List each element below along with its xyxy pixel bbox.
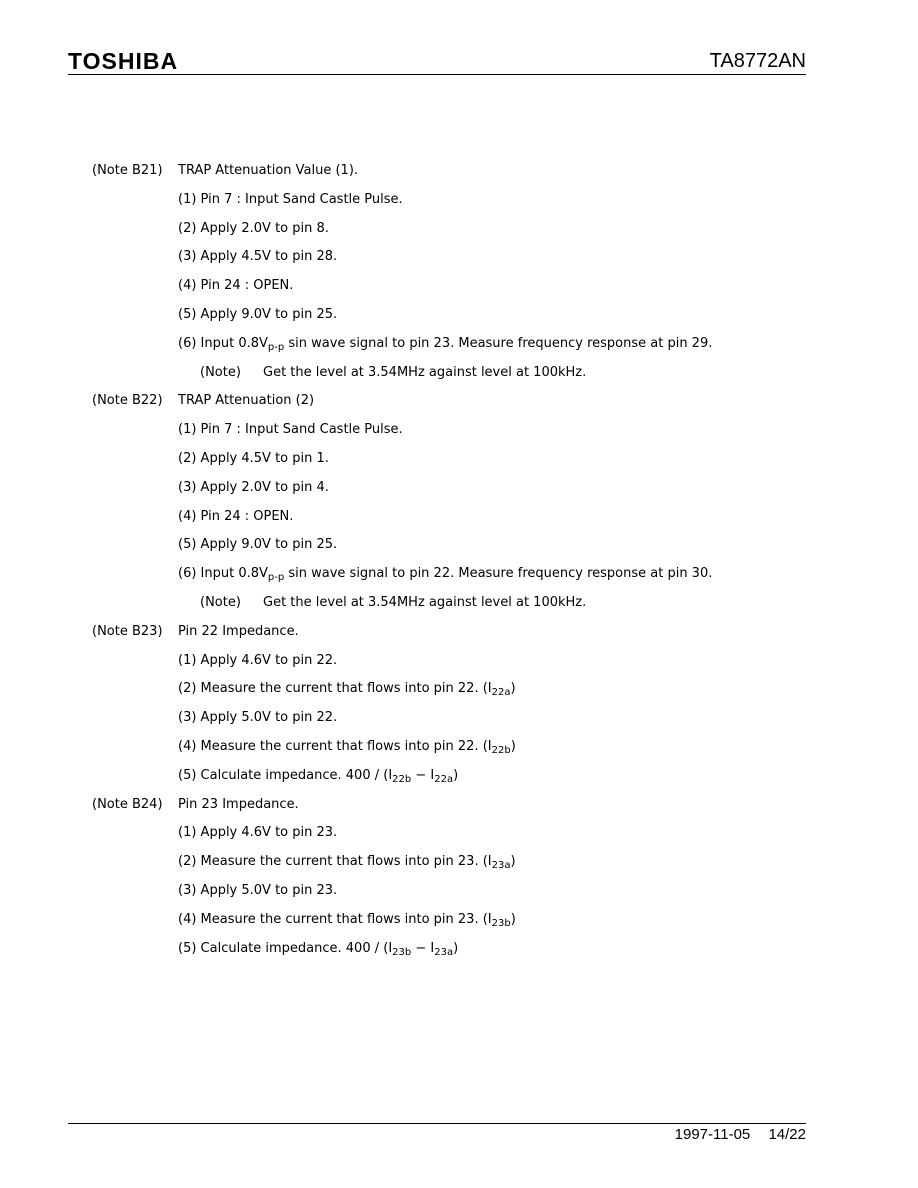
subnote-tag: (Note) — [200, 365, 241, 380]
subnote — [200, 365, 586, 381]
note-step: (5) Apply 9.0V to pin 25. — [178, 537, 338, 552]
footer-rule — [68, 1123, 806, 1124]
part-number: TA8772AN — [709, 50, 806, 72]
note-title: Pin 22 Impedance. — [178, 624, 299, 639]
note-step: (2) Apply 2.0V to pin 8. — [178, 221, 329, 236]
note-title: TRAP Attenuation (2) — [178, 393, 315, 408]
note-step: (2) Measure the current that flows into pin 23. $(I_{23a})$ — [178, 854, 516, 871]
note-step: (6) Input $0.8V_{p-p}$ sin wave signal to pin 23. Measure frequency response at pin 29. — [178, 336, 713, 353]
note-step: (2) Measure the current that flows into pin 22. $(I_{22a})$ — [178, 681, 516, 698]
subnote-tag: (Note) — [200, 595, 241, 610]
note-step: (5) Apply 9.0V to pin 25. — [178, 307, 338, 322]
note-step: (4) Pin 24 : OPEN. — [178, 278, 294, 293]
footer — [675, 1126, 806, 1143]
subnote — [200, 595, 586, 611]
page-number: 14/22 — [768, 1126, 806, 1143]
subnote-text: Get the level at 3.54MHz against level at 100kHz. — [263, 365, 587, 380]
note-step: (3) Apply 4.5V to pin 28. — [178, 249, 338, 264]
note-step: (1) Pin 7 : Input Sand Castle Pulse. — [178, 422, 403, 437]
note-label: (Note B22) — [92, 393, 163, 408]
note-label: (Note B21) — [92, 163, 163, 178]
note-label: (Note B23) — [92, 624, 163, 639]
header-rule — [68, 74, 806, 75]
note-title: Pin 23 Impedance. — [178, 797, 299, 812]
note-step: (3) Apply 2.0V to pin 4. — [178, 480, 329, 495]
note-step: (6) Input $0.8V_{p-p}$ sin wave signal to pin 22. Measure frequency response at pin 30. — [178, 566, 713, 583]
footer-date: 1997-11-05 — [674, 1126, 751, 1143]
note-title: TRAP Attenuation Value (1). — [178, 163, 359, 178]
note-step: (3) Apply 5.0V to pin 23. — [178, 883, 338, 898]
note-step: (3) Apply 5.0V to pin 22. — [178, 710, 338, 725]
note-step: (4) Measure the current that flows into pin 22. $(I_{22b})$ — [178, 739, 516, 756]
note-step: (1) Apply 4.6V to pin 23. — [178, 825, 338, 840]
note-step: (1) Pin 7 : Input Sand Castle Pulse. — [178, 192, 403, 207]
note-step: (4) Measure the current that flows into pin 23. $(I_{23b})$ — [178, 912, 516, 929]
note-step: (4) Pin 24 : OPEN. — [178, 509, 294, 524]
note-step: (5) Calculate impedance. $400 / (I_{23b} - I_{23a})$ — [178, 941, 459, 958]
note-step: (1) Apply 4.6V to pin 22. — [178, 653, 338, 668]
note-step: (5) Calculate impedance. $400 / (I_{22b} - I_{22a})$ — [178, 768, 459, 785]
brand-logo: TOSHIBA — [68, 48, 179, 74]
subnote-text: Get the level at 3.54MHz against level at 100kHz. — [263, 595, 587, 610]
note-step: (2) Apply 4.5V to pin 1. — [178, 451, 329, 466]
note-label: (Note B24) — [92, 797, 163, 812]
